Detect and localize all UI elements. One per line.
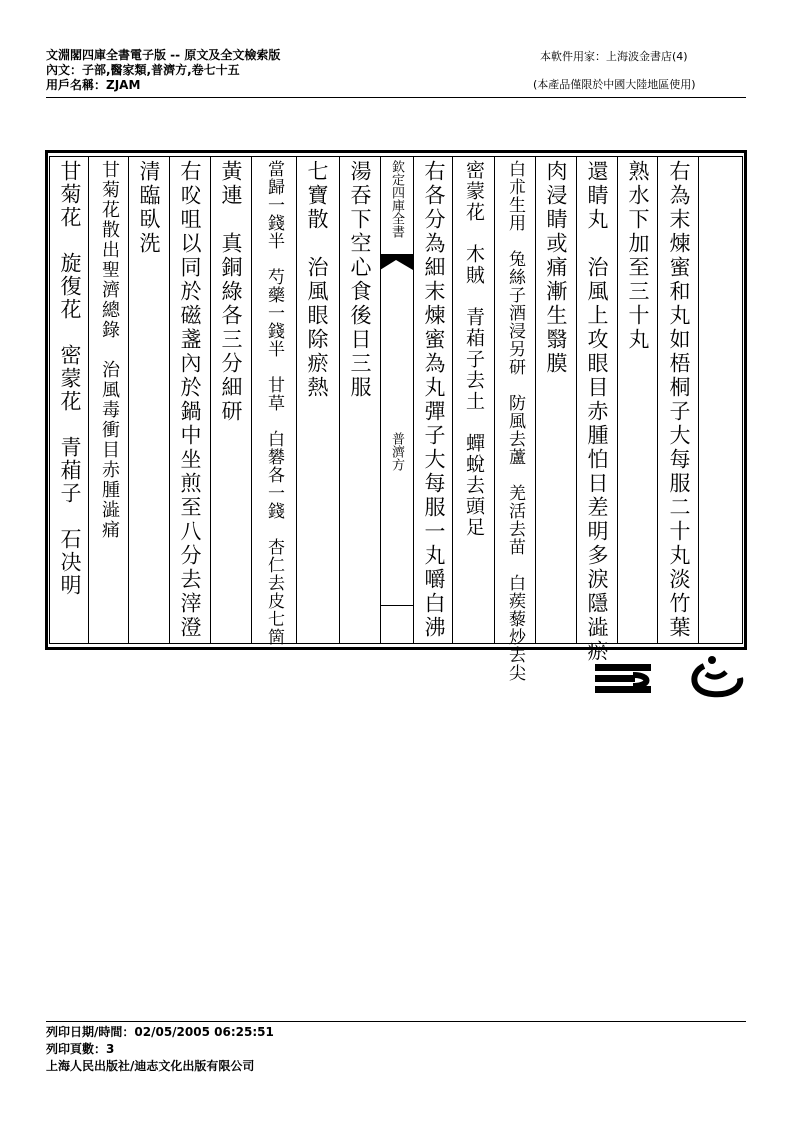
column-rule	[576, 156, 577, 644]
text-column-5-text: 白朮生用 兔絲子酒浸另研 防風去蘆 羌活去苗 白蒺藜炒去尖	[505, 160, 525, 682]
footer-rule	[46, 1021, 746, 1022]
text-column-15	[51, 160, 89, 644]
text-column-3	[578, 160, 616, 664]
header-licensee: 本軟件用家：上海波金書店(4)	[540, 50, 688, 63]
text-column-4	[537, 160, 575, 644]
text-column-2	[619, 160, 657, 644]
text-column-15-text: 甘菊花 旋復花 密蒙花 青葙子 石决明	[58, 160, 82, 597]
column-rule	[339, 156, 340, 644]
spine-section-title: 普濟方	[389, 432, 404, 471]
column-rule	[251, 156, 252, 644]
text-column-4-text: 肉浸睛或痛漸生翳膜	[544, 160, 568, 376]
spine-fishtail-mark	[380, 254, 413, 270]
text-column-13	[130, 160, 168, 644]
text-column-14	[90, 160, 128, 644]
column-rule	[494, 156, 495, 644]
header-title: 文淵閣四庫全書電子版 -- 原文及全文檢索版	[46, 48, 281, 62]
column-rule	[169, 156, 170, 644]
text-column-14-text: 甘菊花散出聖濟總錄 治風毒衝目赤腫澁痛	[99, 160, 120, 540]
column-rule	[413, 156, 414, 644]
text-column-6-text: 密蒙花 木賊 青葙子去土 蟬蛻去頭足	[463, 160, 485, 538]
header-region-note: (本產品僅限於中國大陸地區使用)	[533, 78, 696, 91]
text-column-11	[212, 160, 250, 644]
text-column-8-text: 湯吞下空心食後日三服	[348, 160, 372, 400]
column-rule	[657, 156, 658, 644]
text-column-9-text: 七寶散 治風眼除瘀熱	[305, 160, 329, 400]
publisher-logo-icon	[593, 660, 655, 700]
text-column-12-text: 右㕮咀以同於磁盞內於鍋中坐煎至八分去滓澄	[178, 160, 202, 640]
text-column-2-text: 熟水下加至三十丸	[626, 160, 650, 352]
text-column-11-text: 黃連 真銅綠各三分細研	[219, 160, 243, 424]
footer-print-pages: 列印頁數：3	[46, 1042, 115, 1056]
header-content-path: 內文：子部,醫家類,普濟方,卷七十五	[46, 63, 240, 77]
spine-book-title: 欽定四庫全書	[389, 160, 404, 238]
column-rule	[296, 156, 297, 644]
seal-logo-icon	[682, 652, 746, 702]
text-column-8	[341, 160, 379, 644]
text-column-3-text: 還睛丸 治風上攻眼目赤腫怕日差明多淚隱澁瘀	[585, 160, 609, 664]
text-column-13-text: 清臨臥洗	[137, 160, 161, 256]
header-user-name: 用戶名稱：ZJAM	[46, 78, 141, 92]
column-rule	[128, 156, 129, 644]
column-rule	[210, 156, 211, 644]
page-spine	[380, 160, 413, 640]
text-column-7-text: 右各分為細末煉蜜為丸彈子大每服一丸嚼白沸	[422, 160, 446, 640]
text-column-9	[298, 160, 336, 644]
text-column-10-text: 當歸一錢半 芍藥一錢半 甘草 白礬各一錢 杏仁去皮七箇	[264, 160, 284, 646]
spine-rule	[380, 605, 413, 606]
column-rule	[698, 156, 699, 644]
column-rule	[617, 156, 618, 644]
header-rule	[46, 97, 746, 98]
text-column-10	[255, 160, 293, 644]
text-column-6	[455, 160, 493, 644]
footer-publisher: 上海人民出版社/迪志文化出版有限公司	[46, 1059, 255, 1073]
text-column-7	[415, 160, 453, 644]
text-column-1-text: 右為末煉蜜和丸如梧桐子大每服二十丸淡竹葉	[667, 160, 691, 640]
text-column-12	[171, 160, 209, 644]
footer-print-datetime: 列印日期/時間：02/05/2005 06:25:51	[46, 1025, 274, 1039]
column-rule	[535, 156, 536, 644]
text-column-1	[660, 160, 698, 644]
text-column-5	[496, 160, 534, 682]
